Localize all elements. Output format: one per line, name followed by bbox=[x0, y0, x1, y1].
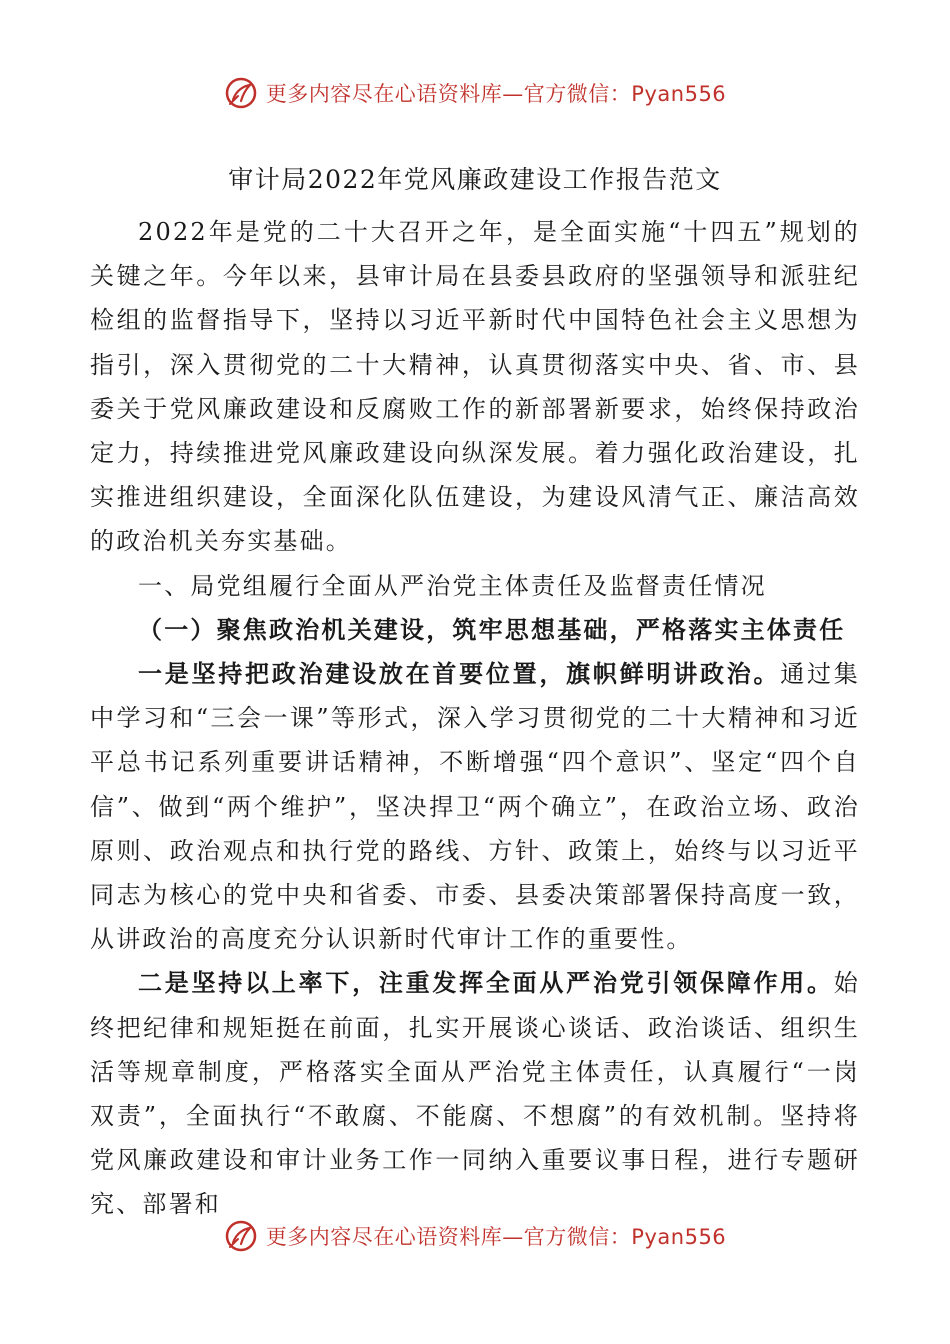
intro-paragraph: 2022年是党的二十大召开之年，是全面实施“十四五”规划的关键之年。今年以来，县审计局在县委县政府的坚强领导和派驻纪检组的监督指导下，坚持以习近平新时代中国特色社会主义思想为指引，深入贯彻党的二十大精神，认真贯彻落实中央、省、市、县委关于党风廉政建设和反腐败工作的新部署新要求，始终保持政治定力，持续推进党风廉政建设向纵深发展。着力强化政治建设，扎实推进组织建设，全面深化队伍建设，为建设风清气正、廉洁高效的政治机关夯实基础。 bbox=[90, 218, 860, 556]
item-lead-2: 二是坚持以上率下，注重发挥全面从严治党引领保障作用。 bbox=[138, 968, 834, 998]
item-lead-1: 一是坚持把政治建设放在首要位置，旗帜鲜明讲政治。 bbox=[138, 659, 781, 689]
brand-logo-icon bbox=[224, 76, 258, 110]
watermark-banner-bottom bbox=[0, 1216, 950, 1256]
watermark-text: 更多内容尽在心语资料库—官方微信：Pyan556 bbox=[265, 1225, 727, 1249]
document-body bbox=[90, 210, 860, 1227]
item-body-1: 通过集中学习和“三会一课”等形式，深入学习贯彻党的二十大精神和习近平总书记系列重要讲话精神，不断增强“四个意识”、坚定“四个自信”、做到“两个维护”，坚决捍卫“两个确立”，在政治立场、政治原则、政治观点和执行党的路线、方针、政策上，始终与以习近平同志为核心的党中央和省委、市委、县委决策部署保持高度一致，从讲政治的高度充分认识新时代审计工作的重要性。 bbox=[90, 660, 860, 954]
item-body-2: 始终把纪律和规矩挺在前面，扎实开展谈心谈话、政治谈话、组织生活等规章制度，严格落实全面从严治党主体责任，认真履行“一岗双责”，全面执行“不敢腐、不能腐、不想腐”的有效机制。坚持将党风廉政建设和审计业务工作一同纳入重要议事日程，进行专题研究、部署和 bbox=[90, 969, 860, 1219]
document-title: 审计局2022年党风廉政建设工作报告范文 bbox=[228, 165, 722, 194]
watermark-text: 更多内容尽在心语资料库—官方微信：Pyan556 bbox=[265, 82, 727, 106]
watermark-banner-top bbox=[0, 73, 950, 113]
item-paragraph-2 bbox=[90, 961, 860, 1226]
subsection-heading: （一）聚焦政治机关建设，筑牢思想基础，严格落实主体责任 bbox=[138, 614, 846, 644]
section-heading: 一、局党组履行全面从严治党主体责任及监督责任情况 bbox=[138, 571, 767, 600]
brand-logo-icon bbox=[224, 1219, 258, 1253]
item-paragraph-1 bbox=[90, 652, 860, 961]
